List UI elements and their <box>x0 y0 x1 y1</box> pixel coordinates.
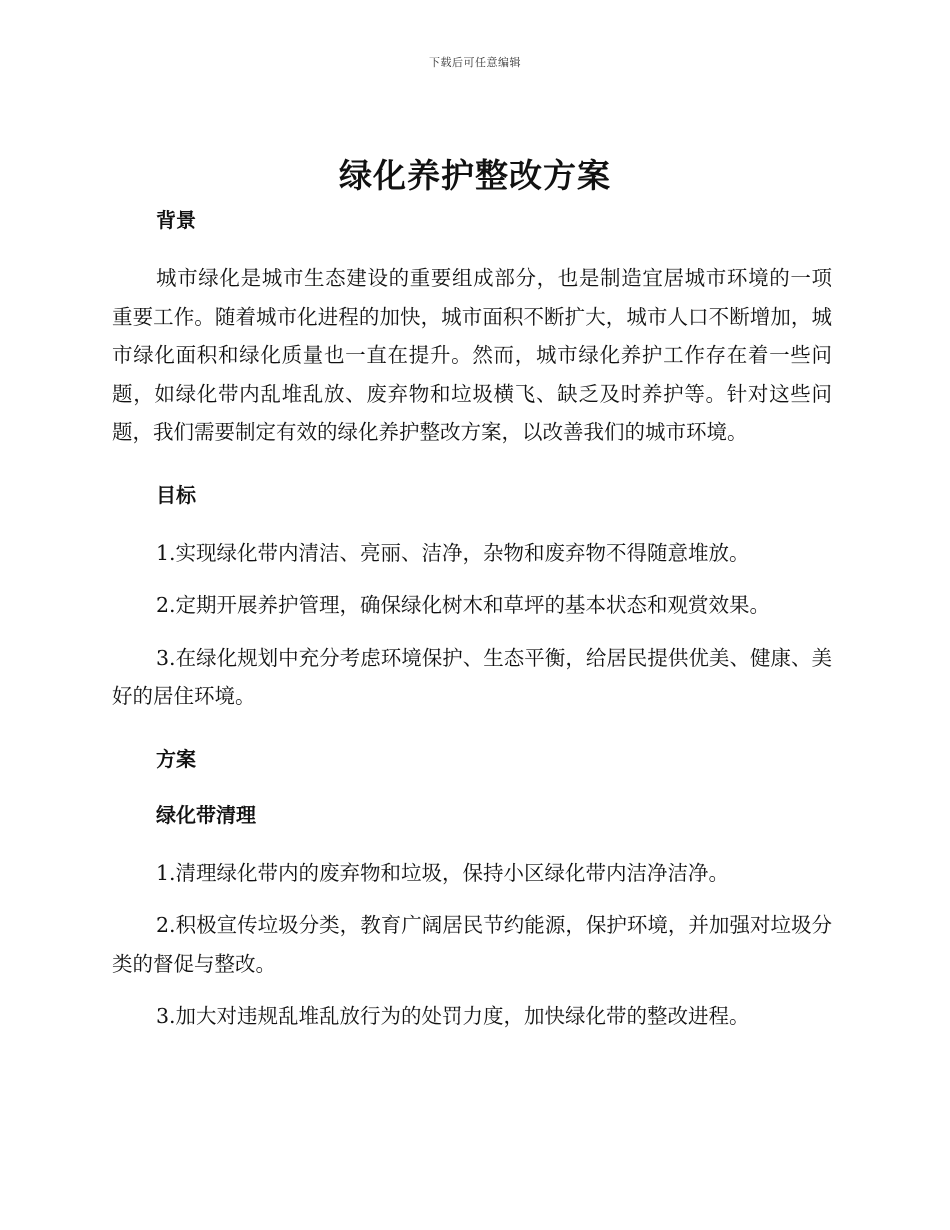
section-heading-background: 背景 <box>156 208 196 232</box>
subsection-heading-green-belt-cleanup: 绿化带清理 <box>156 802 256 827</box>
background-paragraph: 城市绿化是城市生态建设的重要组成部分，也是制造宜居城市环境的一项重要工作。随着城市化进程的加快，城市面积不断扩大，城市人口不断增加，城市绿化面积和绿化质量也一直在提升。然而，城市绿化养护工作存在着一些问题，如绿化带内乱堆乱放、废弃物和垃圾横飞、缺乏及时养护等。针对这些问题，我们需要制定有效的绿化养护整改方案，以改善我们的城市环境。 <box>112 266 832 444</box>
document-title: 绿化养护整改方案 <box>339 156 611 195</box>
goal-item-3: 3.在绿化规划中充分考虑环境保护、生态平衡，给居民提供优美、健康、美好的居住环境。 <box>112 645 832 708</box>
document-body <box>112 205 832 1036</box>
plan-item-3: 3.加大对违规乱堆乱放行为的处罚力度，加快绿化带的整改进程。 <box>156 1004 750 1028</box>
section-heading-plan: 方案 <box>156 746 196 771</box>
goal-item-2: 2.定期开展养护管理，确保绿化树木和草坪的基本状态和观赏效果。 <box>156 593 771 617</box>
plan-item-1: 1.清理绿化带内的废弃物和垃圾，保持小区绿化带内洁净洁净。 <box>156 860 730 885</box>
goal-item-1: 1.实现绿化带内清洁、亮丽、洁净，杂物和废弃物不得随意堆放。 <box>156 540 750 565</box>
section-heading-goals: 目标 <box>156 482 196 507</box>
header-note: 下载后可任意编辑 <box>429 56 521 69</box>
plan-item-2: 2.积极宣传垃圾分类，教育广阔居民节约能源，保护环境，并加强对垃圾分类的督促与整改。 <box>112 913 832 976</box>
